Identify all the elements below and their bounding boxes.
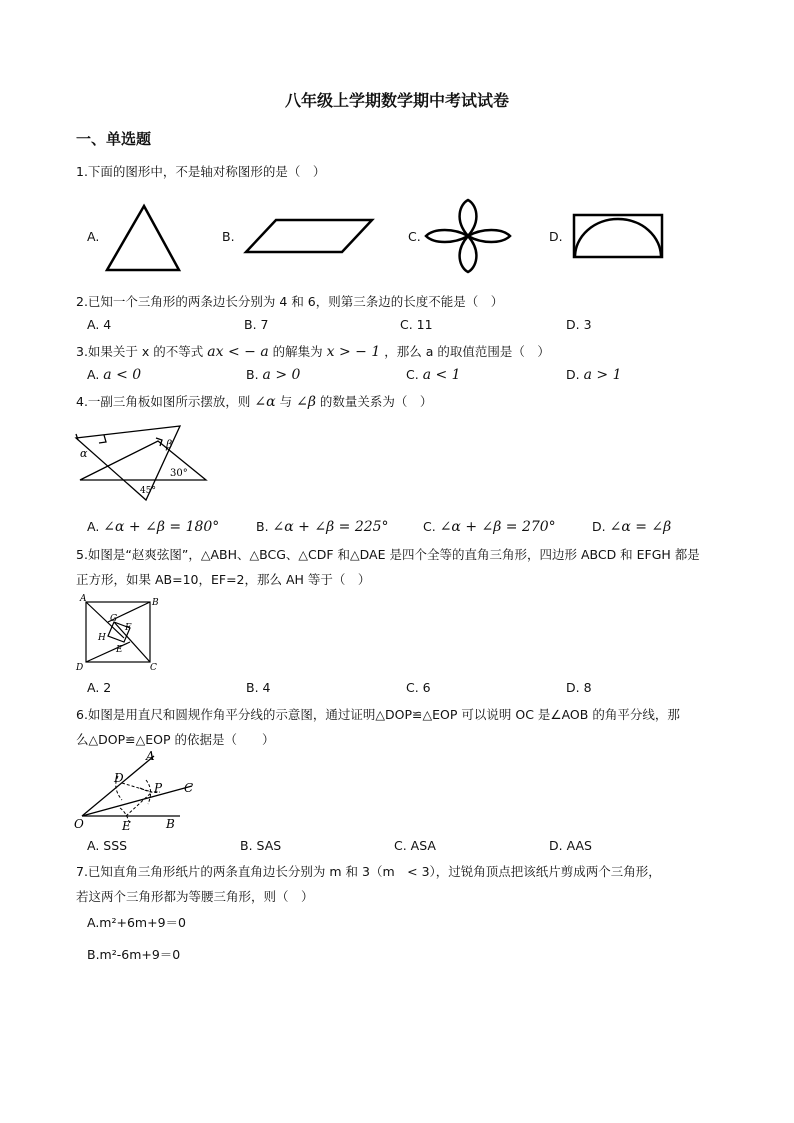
q2-option-b: B. 7 bbox=[244, 317, 269, 332]
q5-label-a: A bbox=[80, 594, 87, 604]
q4-stem bbox=[76, 392, 432, 410]
q3-math-solution: x > − 1 bbox=[326, 344, 381, 360]
q6-label-a: A bbox=[146, 749, 155, 763]
q6-stem-line2: 么△DOP≌△EOP 的依据是（ ） bbox=[76, 732, 275, 747]
q4-label-45: 45° bbox=[140, 486, 156, 496]
q4-stem-part-b: 与 bbox=[279, 394, 293, 409]
q3-option-a bbox=[87, 367, 141, 383]
q4-label-30: 30° bbox=[170, 468, 188, 479]
q4-math-beta: ∠β bbox=[296, 394, 316, 410]
q3-option-c bbox=[406, 367, 461, 383]
q6-label-b: B bbox=[166, 817, 175, 831]
q3-option-c-math: a < 1 bbox=[422, 367, 461, 383]
q6-label-e: E bbox=[122, 819, 131, 833]
q6-stem-line1: 6.如图是用直尺和圆规作角平分线的示意图，通过证明△DOP≌△EOP 可以说明 OC 是∠AOB 的角平分线，那 bbox=[76, 707, 680, 722]
q5-option-c: C. 6 bbox=[406, 680, 431, 695]
q3-stem-part-b: 的解集为 bbox=[272, 344, 323, 359]
q7-stem-line1: 7.已知直角三角形纸片的两条直角边长分别为 m 和 3（m < 3），过锐角顶点把该纸片剪成两个三角形， bbox=[76, 864, 661, 879]
q4-option-b-math: ∠α + ∠β = 225° bbox=[272, 519, 389, 535]
q4-math-alpha: ∠α bbox=[254, 394, 276, 410]
q1-option-a: A. bbox=[87, 229, 100, 244]
q5-stem-line2: 正方形，如果 AB=10，EF=2，那么 AH 等于（ ） bbox=[76, 572, 371, 587]
q1-figure-triangle bbox=[104, 204, 184, 272]
q5-stem-line1: 5.如图是“赵爽弦图”，△ABH、△BCG、△CDF 和△DAE 是四个全等的直角三角形，四边形 ABCD 和 EFGH 都是 bbox=[76, 547, 700, 562]
q3-option-b bbox=[246, 367, 300, 383]
q4-option-b-letter: B. bbox=[256, 519, 269, 534]
q3-option-b-letter: B. bbox=[246, 367, 259, 382]
q5-label-d: D bbox=[76, 663, 84, 673]
q2-option-c: C. 11 bbox=[400, 317, 433, 332]
q5-option-d: D. 8 bbox=[566, 680, 592, 695]
q3-option-a-math: a < 0 bbox=[103, 367, 142, 383]
q4-stem-part-c: 的数量关系为（ ） bbox=[319, 394, 433, 409]
q3-math-inequality: ax < − a bbox=[207, 344, 269, 360]
q5-figure-zhao-shuang bbox=[74, 592, 166, 674]
q4-option-d-letter: D. bbox=[592, 519, 606, 534]
q4-option-a-math: ∠α + ∠β = 180° bbox=[103, 519, 220, 535]
q3-option-a-letter: A. bbox=[87, 367, 100, 382]
q5-option-b: B. 4 bbox=[246, 680, 271, 695]
q5-label-h: H bbox=[98, 633, 106, 643]
q4-option-a-letter: A. bbox=[87, 519, 100, 534]
q1-stem: 1.下面的图形中，不是轴对称图形的是（ ） bbox=[76, 164, 326, 179]
q4-stem-part-a: 4.一副三角板如图所示摆放，则 bbox=[76, 394, 251, 409]
section-heading: 一、单选题 bbox=[76, 130, 152, 148]
q1-option-c: C. bbox=[408, 229, 421, 244]
q6-label-c: C bbox=[184, 781, 194, 795]
q4-label-alpha: α bbox=[80, 447, 88, 460]
q3-stem-part-c: ，那么 a 的取值范围是（ ） bbox=[384, 344, 550, 359]
q7-stem-line2: 若这两个三角形都为等腰三角形，则（ ） bbox=[76, 889, 314, 904]
q6-figure-angle-bisector bbox=[74, 748, 206, 834]
q4-option-d bbox=[592, 519, 671, 535]
q3-option-d-letter: D. bbox=[566, 367, 580, 382]
q5-label-c: C bbox=[150, 663, 157, 673]
q6-option-a: A. SSS bbox=[87, 838, 128, 853]
q4-option-a bbox=[87, 519, 219, 535]
q3-option-b-math: a > 0 bbox=[262, 367, 301, 383]
q3-option-d bbox=[566, 367, 621, 383]
q3-stem bbox=[76, 342, 550, 360]
q1-option-d: D. bbox=[549, 229, 563, 244]
q2-option-d: D. 3 bbox=[566, 317, 592, 332]
q5-label-g: G bbox=[110, 614, 118, 624]
q3-option-d-math: a > 1 bbox=[583, 367, 622, 383]
q6-label-d: D bbox=[114, 771, 124, 785]
q6-option-b: B. SAS bbox=[240, 838, 282, 853]
q4-option-b bbox=[256, 519, 389, 535]
q1-figure-four-petal bbox=[424, 198, 512, 274]
q4-label-beta: β bbox=[166, 438, 173, 451]
q1-figure-parallelogram bbox=[244, 218, 376, 254]
q2-stem: 2.已知一个三角形的两条边长分别为 4 和 6，则第三条边的长度不能是（ ） bbox=[76, 294, 504, 309]
q4-option-d-math: ∠α = ∠β bbox=[609, 519, 672, 535]
q7-option-b: B.m²-6m+9＝0 bbox=[87, 947, 181, 962]
q4-option-c-math: ∠α + ∠β = 270° bbox=[439, 519, 556, 535]
q3-option-c-letter: C. bbox=[406, 367, 419, 382]
q6-label-p: P bbox=[154, 781, 163, 795]
q1-option-b: B. bbox=[222, 229, 235, 244]
q4-option-c bbox=[423, 519, 556, 535]
q3-stem-part-a: 3.如果关于 x 的不等式 bbox=[76, 344, 204, 359]
q1-figure-semicircle-rect bbox=[572, 213, 664, 259]
q5-label-f: F bbox=[125, 623, 132, 633]
q4-option-c-letter: C. bbox=[423, 519, 436, 534]
q5-label-b: B bbox=[152, 598, 159, 608]
page-title: 八年级上学期数学期中考试试卷 bbox=[284, 91, 509, 110]
q6-option-c: C. ASA bbox=[394, 838, 436, 853]
q5-label-e: E bbox=[116, 645, 123, 655]
q7-option-a: A.m²+6m+9＝0 bbox=[87, 915, 186, 930]
q6-option-d: D. AAS bbox=[549, 838, 592, 853]
q6-label-o: O bbox=[74, 817, 84, 831]
q5-option-a: A. 2 bbox=[87, 680, 112, 695]
q2-option-a: A. 4 bbox=[87, 317, 112, 332]
q4-figure-set-squares bbox=[74, 424, 212, 504]
